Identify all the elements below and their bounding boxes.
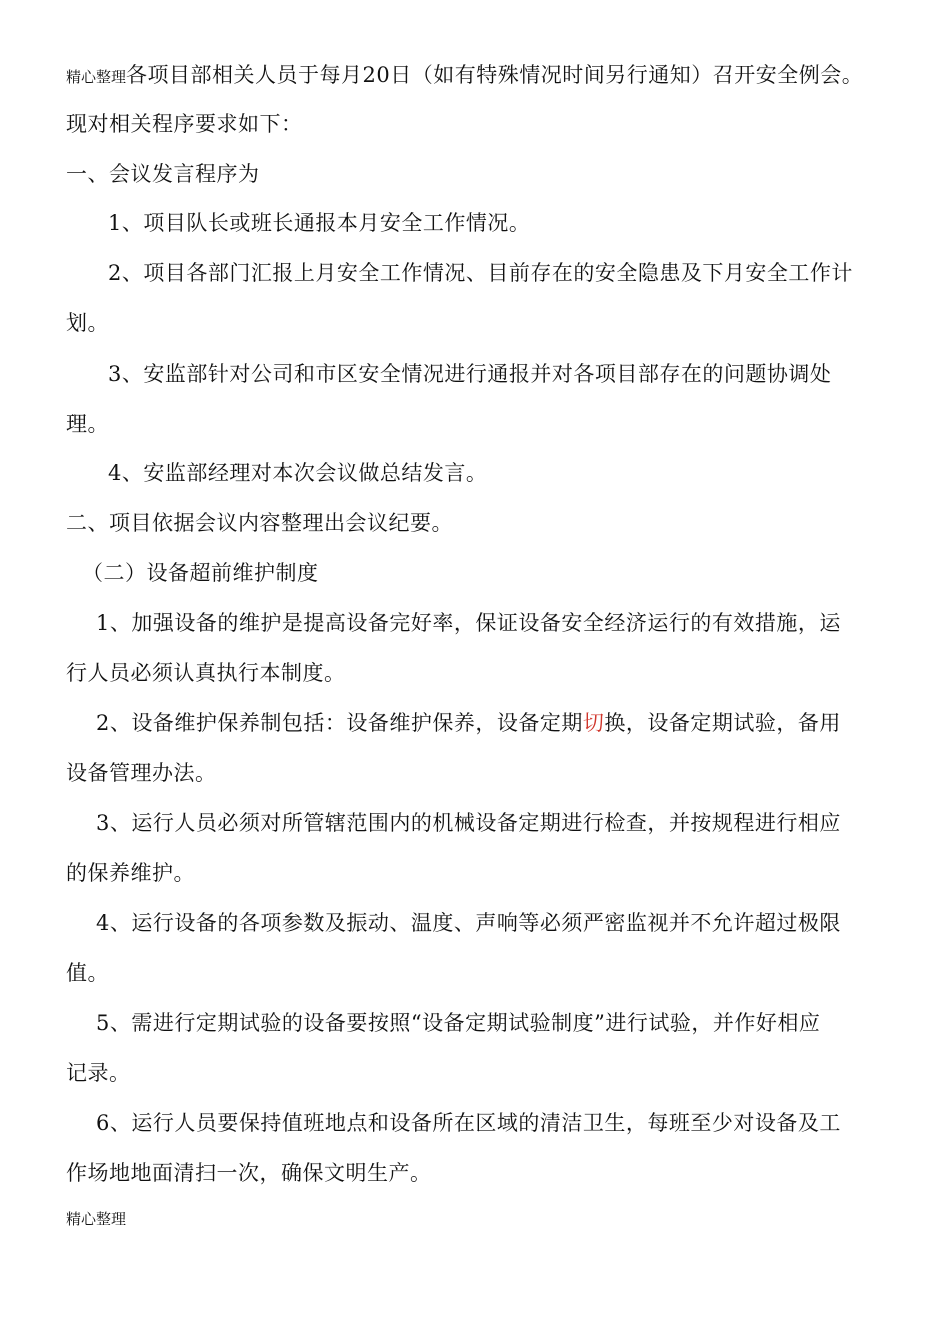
text-line: 现对相关程序要求如下： — [66, 112, 303, 136]
section-heading: 一、会议发言程序为 — [66, 162, 260, 186]
list-item: 1、加强设备的维护是提高设备完好率，保证设备安全经济运行的有效措施，运 — [96, 611, 841, 635]
list-item: 6、运行人员要保持值班地点和设备所在区域的清洁卫生，每班至少对设备及工 — [96, 1111, 841, 1135]
subsection-heading: （二）设备超前维护制度 — [82, 561, 319, 585]
text-segment: 换，设备定期试验，备用 — [604, 711, 841, 735]
highlighted-char: 切 — [582, 711, 605, 735]
text-segment: 2、设备维护保养制包括：设备维护保养，设备定期 — [96, 711, 583, 735]
text-line: 作场地地面清扫一次，确保文明生产。 — [66, 1161, 432, 1185]
section-heading: 二、项目依据会议内容整理出会议纪要。 — [66, 511, 453, 535]
text-line: 各项目部相关人员于每月20日（如有特殊情况时间另行通知）召开安全例会。 — [126, 63, 864, 87]
list-item: 3、安监部针对公司和市区安全情况进行通报并对各项目部存在的问题协调处 — [108, 362, 832, 386]
list-item: 5、需进行定期试验的设备要按照“设备定期试验制度”进行试验，并作好相应 — [96, 1011, 821, 1035]
list-item: 2、项目各部门汇报上月安全工作情况、目前存在的安全隐患及下月安全工作计 — [108, 261, 853, 285]
text-line: 设备管理办法。 — [66, 761, 217, 785]
text-line: 记录。 — [66, 1061, 131, 1085]
paragraph-line-intro — [66, 60, 863, 92]
footer-tag: 精心整理 — [66, 1210, 127, 1228]
text-line: 划。 — [66, 311, 109, 335]
header-tag: 精心整理 — [66, 68, 127, 86]
list-item — [96, 708, 841, 738]
text-line: 理。 — [66, 412, 109, 436]
text-line: 值。 — [66, 961, 109, 985]
list-item: 4、安监部经理对本次会议做总结发言。 — [108, 461, 488, 485]
text-line: 的保养维护。 — [66, 861, 195, 885]
list-item: 1、项目队长或班长通报本月安全工作情况。 — [108, 211, 531, 235]
text-line: 行人员必须认真执行本制度。 — [66, 661, 346, 685]
list-item: 4、运行设备的各项参数及振动、温度、声响等必须严密监视并不允许超过极限 — [96, 911, 841, 935]
list-item: 3、运行人员必须对所管辖范围内的机械设备定期进行检查，并按规程进行相应 — [96, 811, 841, 835]
